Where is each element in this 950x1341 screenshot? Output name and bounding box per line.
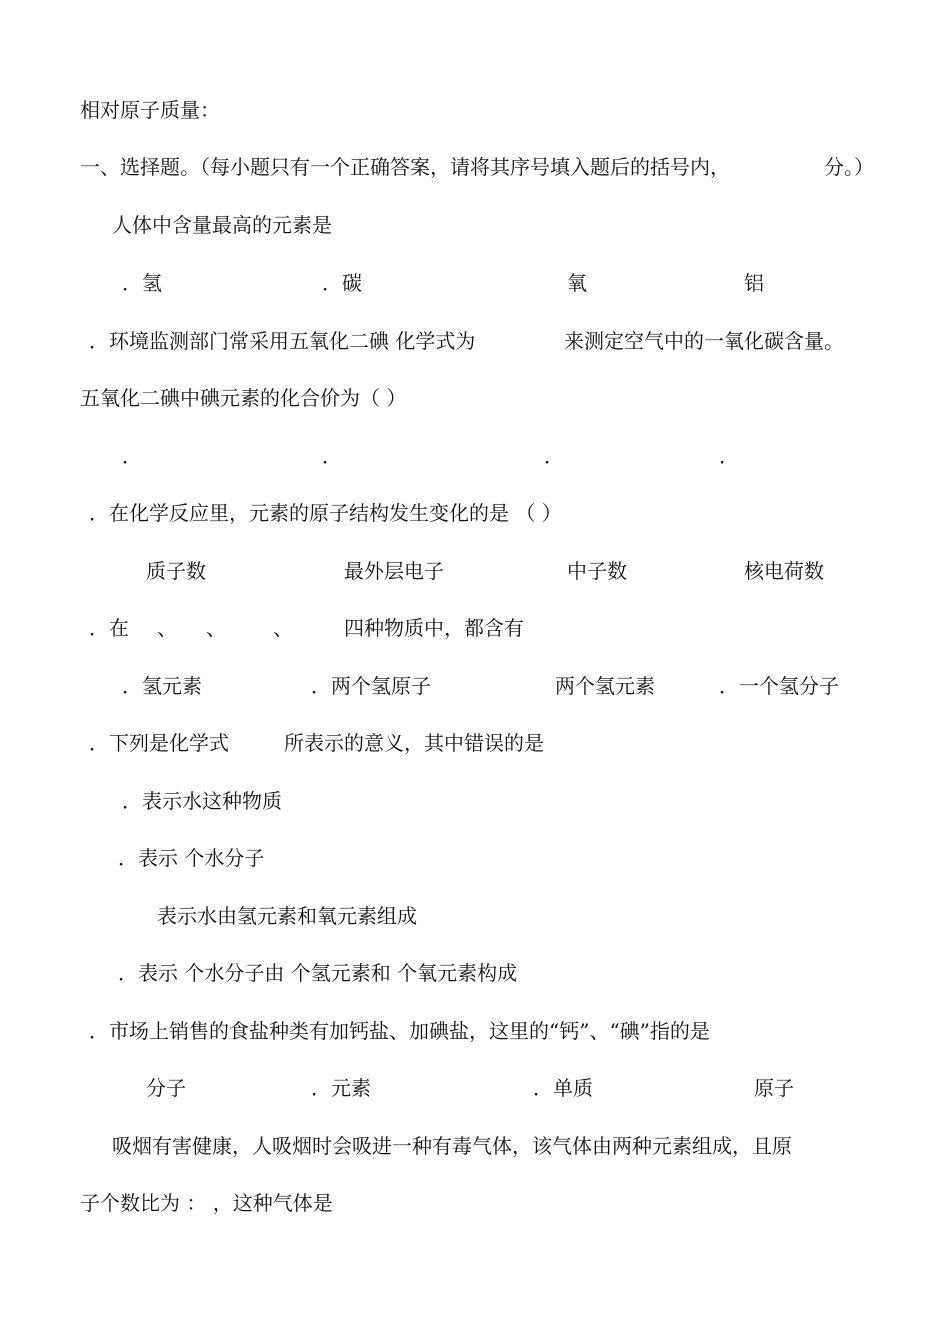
question-6-option-d: 原子 bbox=[754, 1076, 794, 1100]
question-4-sep-2: 、 bbox=[206, 616, 226, 640]
question-5-option-d: ．表示 个水分子由 个氢元素和 个氧元素构成 bbox=[118, 961, 518, 985]
question-5-text-part1: ．下列是化学式 bbox=[89, 731, 229, 755]
question-6-option-b: ．元素 bbox=[311, 1076, 371, 1100]
question-6-option-a: 分子 bbox=[146, 1076, 186, 1100]
question-5-option-c: 表示水由氢元素和氧元素组成 bbox=[157, 904, 417, 928]
question-3-text: ．在化学反应里，元素的原子结构发生变化的是 （ ） bbox=[89, 501, 562, 525]
question-2-text-line2: 五氧化二碘中碘元素的化合价为（ ） bbox=[80, 386, 407, 410]
question-4-option-b: ．两个氢原子 bbox=[311, 674, 431, 698]
question-1-text: 人体中含量最高的元素是 bbox=[112, 213, 332, 237]
question-4-option-c: 两个氢元素 bbox=[555, 674, 655, 698]
question-4-text-end: 四种物质中，都含有 bbox=[344, 616, 524, 640]
section-title: 一、选择题。（每小题只有一个正确答案，请将其序号填入题后的括号内， bbox=[80, 155, 730, 179]
question-7-text-line1: 吸烟有害健康，人吸烟时会吸进一种有毒气体，该气体由两种元素组成，且原 bbox=[112, 1134, 792, 1158]
question-2-text-part1: ．环境监测部门常采用五氧化二碘 化学式为 bbox=[89, 329, 476, 353]
question-5-option-b: ．表示 个水分子 bbox=[118, 846, 265, 870]
question-2-option-c: ． bbox=[544, 444, 564, 468]
question-7-text-line2: 子个数比为 ： ，这种气体是 bbox=[80, 1191, 333, 1215]
question-4-sep-1: 、 bbox=[157, 616, 177, 640]
question-1-option-d: 铝 bbox=[744, 271, 764, 295]
question-2-option-d: ． bbox=[719, 444, 739, 468]
question-3-option-b: 最外层电子 bbox=[344, 559, 444, 583]
question-1-option-b: ．碳 bbox=[322, 271, 362, 295]
question-3-option-c: 中子数 bbox=[567, 559, 627, 583]
question-3-option-d: 核电荷数 bbox=[744, 559, 824, 583]
question-4-sep-3: 、 bbox=[273, 616, 293, 640]
question-4-text-start: ．在 bbox=[89, 616, 129, 640]
question-4-option-d: ．一个氢分子 bbox=[719, 674, 839, 698]
question-4-option-a: ．氢元素 bbox=[122, 674, 202, 698]
relative-atomic-mass-heading: 相对原子质量： bbox=[80, 98, 220, 122]
question-1-option-a: ．氢 bbox=[122, 271, 162, 295]
question-6-text: ．市场上销售的食盐种类有加钙盐、加碘盐，这里的“钙”、“碘”指的是 bbox=[89, 1019, 710, 1043]
section-title-points: 分。） bbox=[824, 155, 874, 179]
question-2-option-a: ． bbox=[122, 444, 142, 468]
question-3-option-a: 质子数 bbox=[146, 559, 206, 583]
question-5-text-part2: 所表示的意义，其中错误的是 bbox=[284, 731, 544, 755]
question-2-option-b: ． bbox=[322, 444, 342, 468]
question-6-option-c: ．单质 bbox=[533, 1076, 593, 1100]
question-1-option-c: 氧 bbox=[567, 271, 587, 295]
question-2-text-part2: 来测定空气中的一氧化碳含量。 bbox=[564, 329, 844, 353]
question-5-option-a: ．表示水这种物质 bbox=[122, 789, 282, 813]
